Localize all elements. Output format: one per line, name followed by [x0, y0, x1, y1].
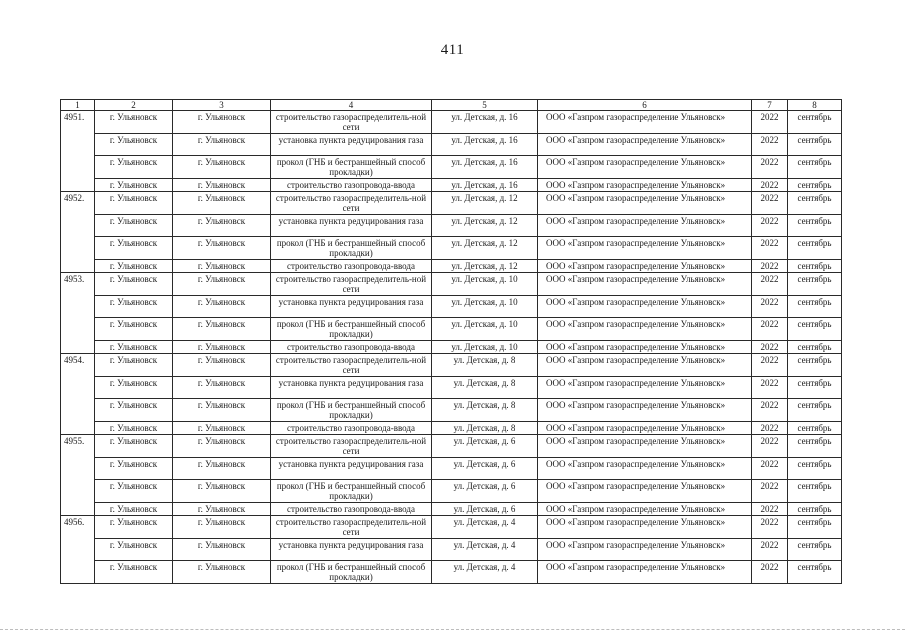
address-cell: ул. Детская, д. 16 [432, 179, 538, 192]
year-cell: 2022 [752, 318, 788, 341]
address-cell: ул. Детская, д. 8 [432, 354, 538, 377]
address-cell: ул. Детская, д. 10 [432, 273, 538, 296]
municipality-cell: г. Ульяновск [95, 480, 173, 503]
settlement-cell: г. Ульяновск [173, 318, 271, 341]
address-cell: ул. Детская, д. 8 [432, 377, 538, 399]
work-type-cell: строительство газораспределитель-ной сети [271, 516, 432, 539]
work-type-cell: строительство газораспределитель-ной сети [271, 435, 432, 458]
table-row [61, 435, 842, 458]
organization-cell: ООО «Газпром газораспределение Ульяновск» [538, 237, 752, 260]
organization-cell: ООО «Газпром газораспределение Ульяновск» [538, 179, 752, 192]
work-type-cell: строительство газопровода-ввода [271, 260, 432, 273]
year-cell: 2022 [752, 215, 788, 237]
year-cell: 2022 [752, 435, 788, 458]
address-cell: ул. Детская, д. 6 [432, 458, 538, 480]
month-cell: сентябрь [788, 422, 842, 435]
settlement-cell: г. Ульяновск [173, 341, 271, 354]
municipality-cell: г. Ульяновск [95, 215, 173, 237]
year-cell: 2022 [752, 458, 788, 480]
settlement-cell: г. Ульяновск [173, 539, 271, 561]
organization-cell: ООО «Газпром газораспределение Ульяновск» [538, 354, 752, 377]
column-number-cell: 2 [95, 100, 173, 111]
organization-cell: ООО «Газпром газораспределение Ульяновск» [538, 377, 752, 399]
municipality-cell: г. Ульяновск [95, 399, 173, 422]
address-cell: ул. Детская, д. 10 [432, 296, 538, 318]
month-cell: сентябрь [788, 156, 842, 179]
year-cell: 2022 [752, 561, 788, 584]
settlement-cell: г. Ульяновск [173, 422, 271, 435]
address-cell: ул. Детская, д. 8 [432, 422, 538, 435]
year-cell: 2022 [752, 539, 788, 561]
year-cell: 2022 [752, 237, 788, 260]
column-number-cell: 3 [173, 100, 271, 111]
address-cell: ул. Детская, д. 8 [432, 399, 538, 422]
entry-number-cell: 4953. [61, 273, 95, 354]
table-row [61, 480, 842, 503]
municipality-cell: г. Ульяновск [95, 134, 173, 156]
settlement-cell: г. Ульяновск [173, 134, 271, 156]
entry-number-cell: 4952. [61, 192, 95, 273]
column-number-cell: 6 [538, 100, 752, 111]
month-cell: сентябрь [788, 399, 842, 422]
settlement-cell: г. Ульяновск [173, 354, 271, 377]
table-row [61, 539, 842, 561]
table-row [61, 296, 842, 318]
column-number-cell: 7 [752, 100, 788, 111]
settlement-cell: г. Ульяновск [173, 377, 271, 399]
address-cell: ул. Детская, д. 6 [432, 503, 538, 516]
month-cell: сентябрь [788, 341, 842, 354]
work-type-cell: прокол (ГНБ и бестраншейный способ прокладки) [271, 318, 432, 341]
organization-cell: ООО «Газпром газораспределение Ульяновск» [538, 458, 752, 480]
organization-cell: ООО «Газпром газораспределение Ульяновск» [538, 503, 752, 516]
page-bottom-dashed-line [0, 629, 905, 630]
year-cell: 2022 [752, 260, 788, 273]
municipality-cell: г. Ульяновск [95, 273, 173, 296]
address-cell: ул. Детская, д. 10 [432, 318, 538, 341]
month-cell: сентябрь [788, 480, 842, 503]
address-cell: ул. Детская, д. 12 [432, 260, 538, 273]
organization-cell: ООО «Газпром газораспределение Ульяновск» [538, 273, 752, 296]
table-row [61, 111, 842, 134]
table-row [61, 134, 842, 156]
settlement-cell: г. Ульяновск [173, 296, 271, 318]
work-type-cell: строительство газопровода-ввода [271, 503, 432, 516]
month-cell: сентябрь [788, 111, 842, 134]
municipality-cell: г. Ульяновск [95, 561, 173, 584]
month-cell: сентябрь [788, 260, 842, 273]
month-cell: сентябрь [788, 377, 842, 399]
organization-cell: ООО «Газпром газораспределение Ульяновск» [538, 134, 752, 156]
address-cell: ул. Детская, д. 4 [432, 561, 538, 584]
address-cell: ул. Детская, д. 6 [432, 435, 538, 458]
entry-number-cell: 4956. [61, 516, 95, 584]
month-cell: сентябрь [788, 192, 842, 215]
municipality-cell: г. Ульяновск [95, 458, 173, 480]
organization-cell: ООО «Газпром газораспределение Ульяновск» [538, 318, 752, 341]
address-cell: ул. Детская, д. 16 [432, 156, 538, 179]
month-cell: сентябрь [788, 539, 842, 561]
settlement-cell: г. Ульяновск [173, 192, 271, 215]
address-cell: ул. Детская, д. 6 [432, 480, 538, 503]
municipality-cell: г. Ульяновск [95, 354, 173, 377]
year-cell: 2022 [752, 179, 788, 192]
year-cell: 2022 [752, 134, 788, 156]
settlement-cell: г. Ульяновск [173, 260, 271, 273]
year-cell: 2022 [752, 516, 788, 539]
entry-number-cell: 4955. [61, 435, 95, 516]
organization-cell: ООО «Газпром газораспределение Ульяновск» [538, 215, 752, 237]
registry-table [60, 99, 842, 584]
address-cell: ул. Детская, д. 12 [432, 215, 538, 237]
work-type-cell: прокол (ГНБ и бестраншейный способ прокладки) [271, 156, 432, 179]
settlement-cell: г. Ульяновск [173, 179, 271, 192]
organization-cell: ООО «Газпром газораспределение Ульяновск» [538, 516, 752, 539]
month-cell: сентябрь [788, 354, 842, 377]
work-type-cell: строительство газопровода-ввода [271, 179, 432, 192]
municipality-cell: г. Ульяновск [95, 260, 173, 273]
settlement-cell: г. Ульяновск [173, 503, 271, 516]
organization-cell: ООО «Газпром газораспределение Ульяновск» [538, 296, 752, 318]
municipality-cell: г. Ульяновск [95, 377, 173, 399]
organization-cell: ООО «Газпром газораспределение Ульяновск» [538, 111, 752, 134]
entry-number-cell: 4951. [61, 111, 95, 192]
table-row [61, 318, 842, 341]
settlement-cell: г. Ульяновск [173, 273, 271, 296]
settlement-cell: г. Ульяновск [173, 111, 271, 134]
settlement-cell: г. Ульяновск [173, 399, 271, 422]
entry-number-cell: 4954. [61, 354, 95, 435]
table-row [61, 273, 842, 296]
table-row [61, 192, 842, 215]
settlement-cell: г. Ульяновск [173, 516, 271, 539]
table-row [61, 422, 842, 435]
work-type-cell: прокол (ГНБ и бестраншейный способ прокладки) [271, 561, 432, 584]
table-row [61, 156, 842, 179]
year-cell: 2022 [752, 354, 788, 377]
settlement-cell: г. Ульяновск [173, 215, 271, 237]
column-number-cell: 8 [788, 100, 842, 111]
table-row [61, 377, 842, 399]
year-cell: 2022 [752, 296, 788, 318]
settlement-cell: г. Ульяновск [173, 561, 271, 584]
settlement-cell: г. Ульяновск [173, 237, 271, 260]
organization-cell: ООО «Газпром газораспределение Ульяновск» [538, 341, 752, 354]
column-number-cell: 4 [271, 100, 432, 111]
year-cell: 2022 [752, 480, 788, 503]
municipality-cell: г. Ульяновск [95, 539, 173, 561]
month-cell: сентябрь [788, 215, 842, 237]
month-cell: сентябрь [788, 561, 842, 584]
month-cell: сентябрь [788, 516, 842, 539]
address-cell: ул. Детская, д. 16 [432, 134, 538, 156]
address-cell: ул. Детская, д. 16 [432, 111, 538, 134]
organization-cell: ООО «Газпром газораспределение Ульяновск» [538, 192, 752, 215]
work-type-cell: установка пункта редуцирования газа [271, 539, 432, 561]
work-type-cell: установка пункта редуцирования газа [271, 377, 432, 399]
table-row [61, 354, 842, 377]
work-type-cell: установка пункта редуцирования газа [271, 296, 432, 318]
address-cell: ул. Детская, д. 4 [432, 516, 538, 539]
organization-cell: ООО «Газпром газораспределение Ульяновск» [538, 260, 752, 273]
month-cell: сентябрь [788, 273, 842, 296]
organization-cell: ООО «Газпром газораспределение Ульяновск» [538, 539, 752, 561]
organization-cell: ООО «Газпром газораспределение Ульяновск» [538, 561, 752, 584]
work-type-cell: строительство газораспределитель-ной сети [271, 354, 432, 377]
table-row [61, 341, 842, 354]
municipality-cell: г. Ульяновск [95, 503, 173, 516]
settlement-cell: г. Ульяновск [173, 480, 271, 503]
address-cell: ул. Детская, д. 10 [432, 341, 538, 354]
organization-cell: ООО «Газпром газораспределение Ульяновск» [538, 399, 752, 422]
month-cell: сентябрь [788, 318, 842, 341]
municipality-cell: г. Ульяновск [95, 516, 173, 539]
municipality-cell: г. Ульяновск [95, 435, 173, 458]
work-type-cell: строительство газораспределитель-ной сети [271, 111, 432, 134]
address-cell: ул. Детская, д. 4 [432, 539, 538, 561]
table-row [61, 516, 842, 539]
work-type-cell: установка пункта редуцирования газа [271, 458, 432, 480]
address-cell: ул. Детская, д. 12 [432, 237, 538, 260]
work-type-cell: строительство газопровода-ввода [271, 422, 432, 435]
month-cell: сентябрь [788, 237, 842, 260]
municipality-cell: г. Ульяновск [95, 111, 173, 134]
municipality-cell: г. Ульяновск [95, 156, 173, 179]
table-body [61, 100, 842, 584]
municipality-cell: г. Ульяновск [95, 192, 173, 215]
table-row [61, 179, 842, 192]
column-number-cell: 1 [61, 100, 95, 111]
settlement-cell: г. Ульяновск [173, 458, 271, 480]
year-cell: 2022 [752, 273, 788, 296]
work-type-cell: строительство газопровода-ввода [271, 341, 432, 354]
work-type-cell: прокол (ГНБ и бестраншейный способ прокладки) [271, 237, 432, 260]
month-cell: сентябрь [788, 179, 842, 192]
month-cell: сентябрь [788, 296, 842, 318]
municipality-cell: г. Ульяновск [95, 341, 173, 354]
year-cell: 2022 [752, 192, 788, 215]
settlement-cell: г. Ульяновск [173, 435, 271, 458]
table-row [61, 503, 842, 516]
work-type-cell: установка пункта редуцирования газа [271, 134, 432, 156]
organization-cell: ООО «Газпром газораспределение Ульяновск» [538, 480, 752, 503]
table-row [61, 237, 842, 260]
year-cell: 2022 [752, 156, 788, 179]
organization-cell: ООО «Газпром газораспределение Ульяновск» [538, 422, 752, 435]
table-row [61, 561, 842, 584]
year-cell: 2022 [752, 399, 788, 422]
month-cell: сентябрь [788, 435, 842, 458]
table-row [61, 399, 842, 422]
page-number: 411 [440, 42, 465, 58]
month-cell: сентябрь [788, 503, 842, 516]
municipality-cell: г. Ульяновск [95, 422, 173, 435]
work-type-cell: строительство газораспределитель-ной сети [271, 273, 432, 296]
month-cell: сентябрь [788, 134, 842, 156]
column-number-row [61, 100, 842, 111]
table-row [61, 215, 842, 237]
work-type-cell: установка пункта редуцирования газа [271, 215, 432, 237]
year-cell: 2022 [752, 377, 788, 399]
municipality-cell: г. Ульяновск [95, 296, 173, 318]
month-cell: сентябрь [788, 458, 842, 480]
work-type-cell: прокол (ГНБ и бестраншейный способ прокладки) [271, 480, 432, 503]
settlement-cell: г. Ульяновск [173, 156, 271, 179]
municipality-cell: г. Ульяновск [95, 318, 173, 341]
year-cell: 2022 [752, 111, 788, 134]
organization-cell: ООО «Газпром газораспределение Ульяновск» [538, 435, 752, 458]
address-cell: ул. Детская, д. 12 [432, 192, 538, 215]
table-row [61, 260, 842, 273]
work-type-cell: строительство газораспределитель-ной сети [271, 192, 432, 215]
organization-cell: ООО «Газпром газораспределение Ульяновск» [538, 156, 752, 179]
year-cell: 2022 [752, 341, 788, 354]
year-cell: 2022 [752, 503, 788, 516]
municipality-cell: г. Ульяновск [95, 237, 173, 260]
municipality-cell: г. Ульяновск [95, 179, 173, 192]
year-cell: 2022 [752, 422, 788, 435]
work-type-cell: прокол (ГНБ и бестраншейный способ прокладки) [271, 399, 432, 422]
column-number-cell: 5 [432, 100, 538, 111]
table-row [61, 458, 842, 480]
